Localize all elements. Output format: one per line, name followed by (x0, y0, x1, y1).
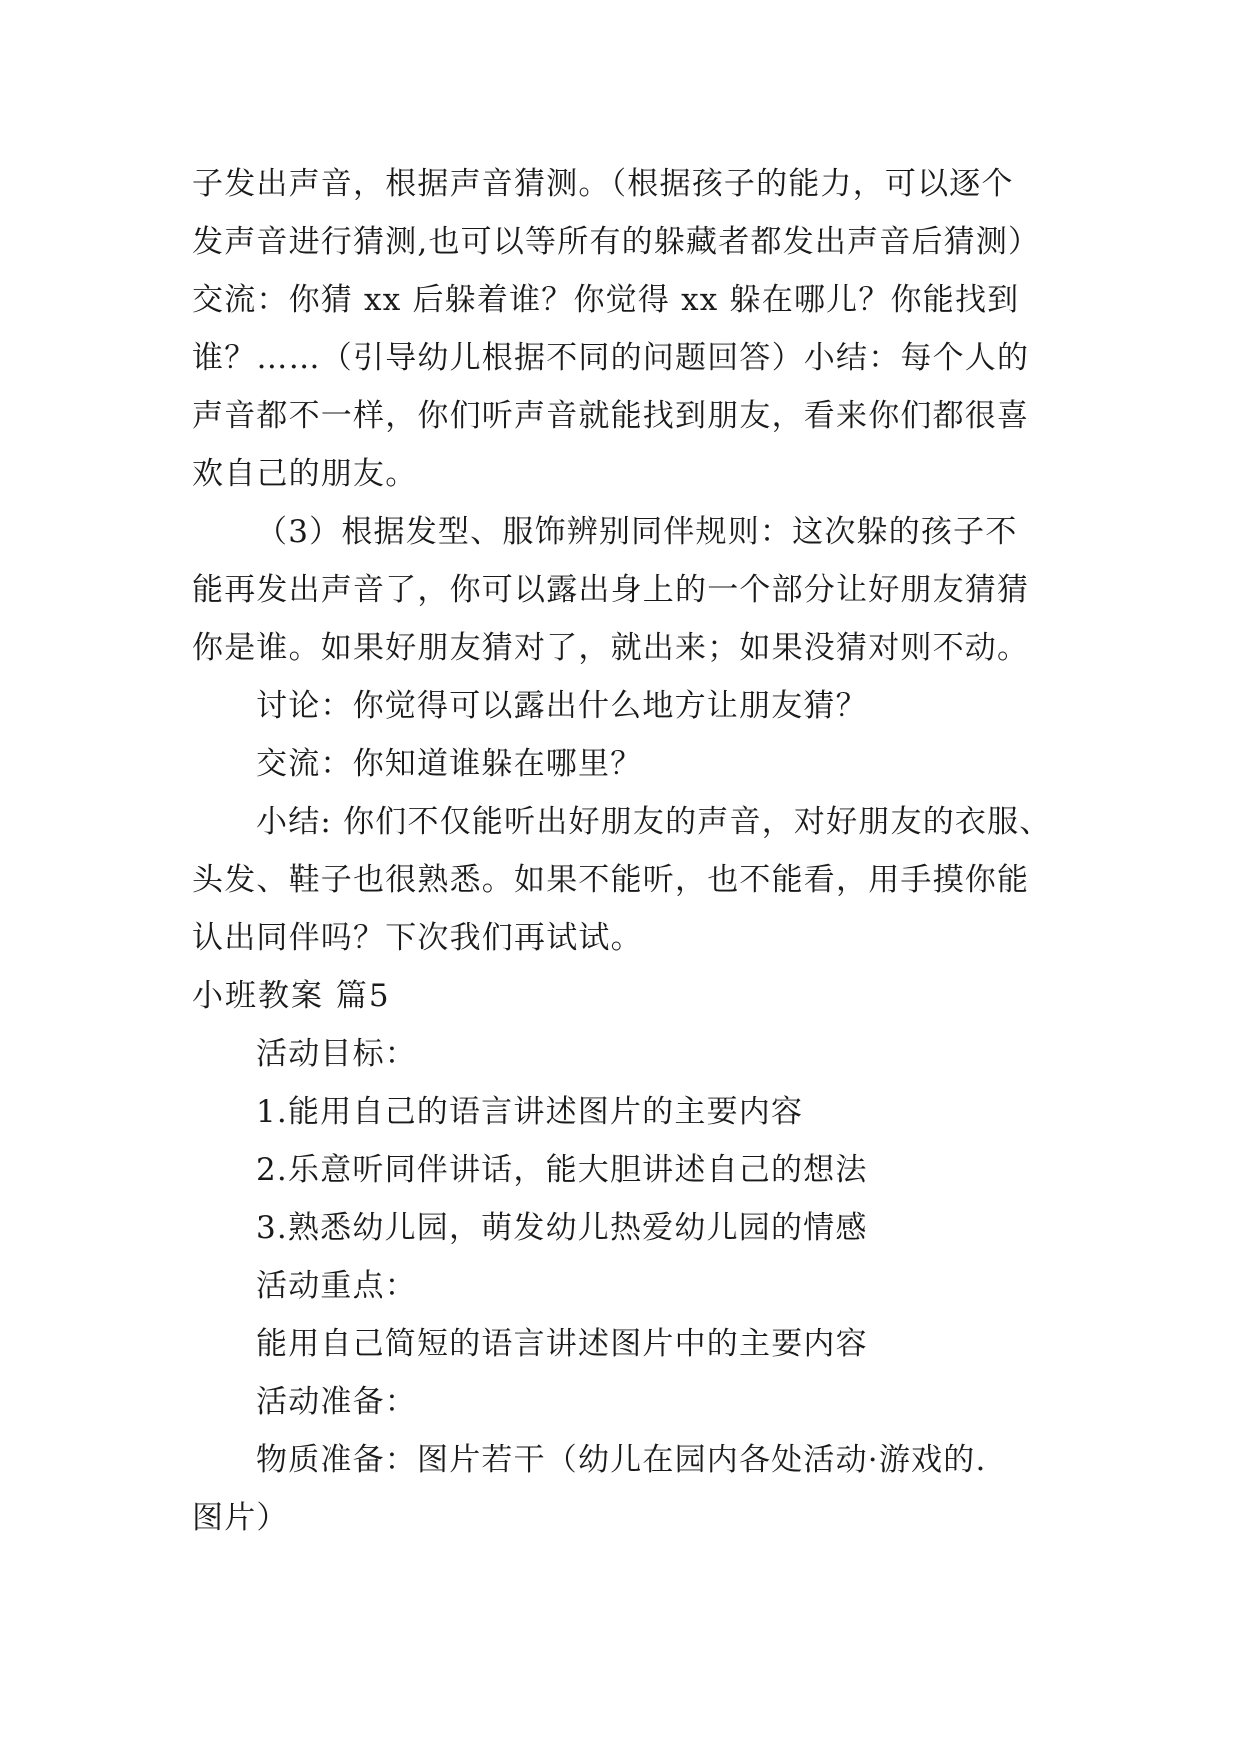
list-item: 3.熟悉幼儿园，萌发幼儿热爱幼儿园的情感 (256, 1210, 868, 1246)
section-heading: 小班教案 篇5 (192, 978, 391, 1014)
paragraph-line: 活动准备： (256, 1384, 417, 1420)
list-item: 1.能用自己的语言讲述图片的主要内容 (256, 1094, 804, 1130)
paragraph-line: 子发出声音，根据声音猜测。（根据孩子的能力，可以逐个 (192, 166, 1014, 202)
paragraph-line: 认出同伴吗？下次我们再试试。 (192, 920, 643, 956)
list-item: 2.乐意听同伴讲话，能大胆讲述自己的想法 (256, 1152, 868, 1188)
paragraph-line: 声音都不一样，你们听声音就能找到朋友，看来你们都很喜 (192, 398, 1030, 434)
paragraph-line: 能用自己简短的语言讲述图片中的主要内容 (256, 1326, 868, 1362)
paragraph-line: 能再发出声音了，你可以露出身上的一个部分让好朋友猜猜 (192, 572, 1030, 608)
paragraph-line: 你是谁。如果好朋友猜对了，就出来；如果没猜对则不动。 (192, 630, 1030, 666)
paragraph-line: 欢自己的朋友。 (192, 456, 418, 492)
paragraph-line: 物质准备：图片若干（幼儿在园内各处活动·游戏的. (256, 1442, 987, 1478)
paragraph-line: 活动目标： (256, 1036, 417, 1072)
paragraph-line: 头发、鞋子也很熟悉。如果不能听，也不能看，用手摸你能 (192, 862, 1030, 898)
paragraph-line: 小结: 你们不仅能听出好朋友的声音，对好朋友的衣服、 (256, 804, 1052, 840)
paragraph-line: 发声音进行猜测,也可以等所有的躲藏者都发出声音后猜测） (192, 224, 1041, 260)
paragraph-line: 图片） (192, 1500, 289, 1536)
paragraph-line: （3）根据发型、服饰辨别同伴规则：这次躲的孩子不 (256, 514, 1018, 550)
paragraph-line: 活动重点： (256, 1268, 417, 1304)
paragraph-line: 谁？……（引导幼儿根据不同的问题回答）小结：每个人的 (192, 340, 1030, 376)
paragraph-line: 讨论：你觉得可以露出什么地方让朋友猜？ (256, 688, 868, 724)
paragraph-line: 交流：你知道谁躲在哪里？ (256, 746, 643, 782)
paragraph-line: 交流：你猜 xx 后躲着谁？你觉得 xx 躲在哪儿？你能找到 (192, 282, 1020, 318)
